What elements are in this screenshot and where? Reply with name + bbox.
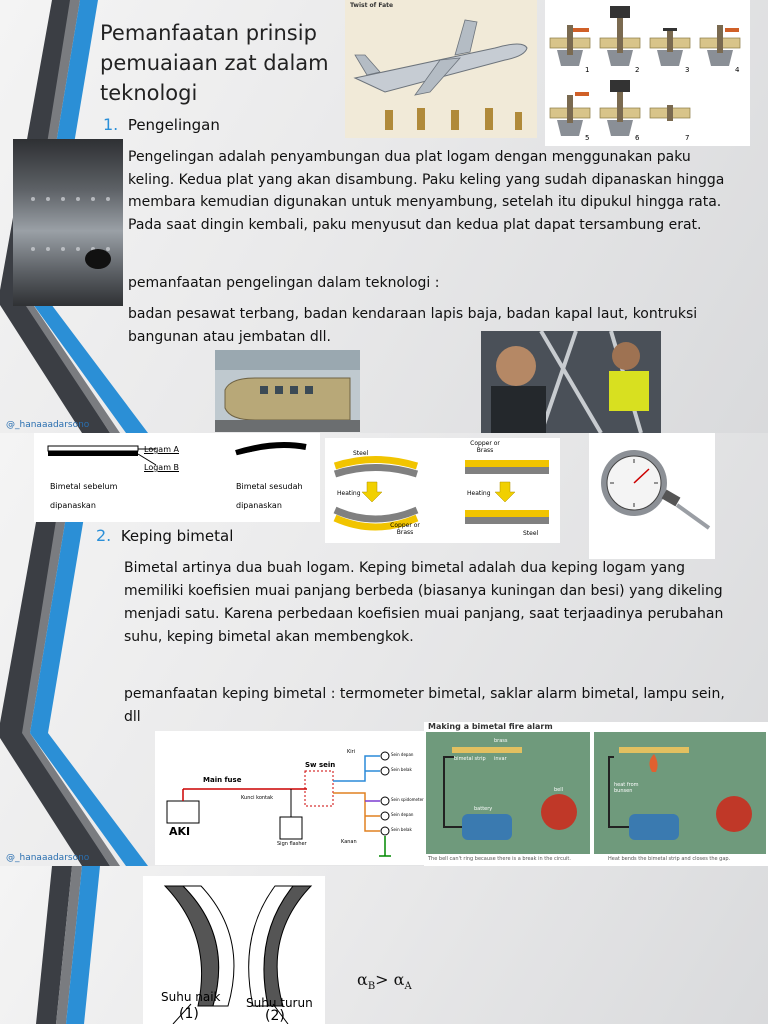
suhu-naik-label: Suhu naik <box>161 990 221 1004</box>
heating-label-1: Heating <box>337 490 361 497</box>
workers-riveting-photo <box>481 331 661 433</box>
fire-alarm-caption-right: Heat bends the bimetal strip and closes the gap. <box>608 856 731 862</box>
lamp-label-2: Sein belak <box>391 767 412 772</box>
airplane-rivet-figure <box>345 0 537 138</box>
step-5: 5 <box>585 134 590 142</box>
lamp-label-1: Sein depan <box>391 752 414 757</box>
item-1-heading <box>103 115 220 134</box>
item-2-label: Keping bimetal <box>120 527 234 545</box>
label-bell: bell <box>554 787 564 793</box>
step-3: 3 <box>685 66 690 74</box>
rivet-process-figure <box>545 0 750 146</box>
alpha-comparison-formula <box>357 970 412 992</box>
bimetal-heating-diagram <box>325 438 560 543</box>
bimetal-before-label: Bimetal sebelum dipanaskan <box>50 482 118 510</box>
bimetal-thermometer-photo <box>589 433 715 559</box>
airplane-figure-title: Twist of Fate <box>350 2 394 9</box>
heating-label-2: Heating <box>467 490 491 497</box>
step-2: 2 <box>635 66 640 74</box>
curved-bimetal-diagram <box>143 876 325 1024</box>
riveted-fuselage-photo <box>13 139 123 306</box>
item-1-label: Pengelingan <box>127 116 220 134</box>
main-fuse-label: Main fuse <box>203 776 242 784</box>
thermometer-icon <box>589 433 715 559</box>
item-2-uses-text: pemanfaatan keping bimetal : termometer bimetal, saklar alarm bimetal, lampu sein, dll <box>124 686 725 725</box>
slide-1-watermark: @_hanaaadarsono <box>6 420 90 430</box>
num-2-label: (2) <box>265 1008 285 1024</box>
airplane-icon <box>345 0 537 138</box>
item-1-uses-text: badan pesawat terbang, badan kendaraan lapis baja, badan kapal laut, kontruksi bangunan atau jembatan dll. <box>128 306 698 345</box>
formula-operator: > <box>375 970 389 989</box>
logam-a-label: Logam A <box>144 445 179 454</box>
kiri-label: Kiri <box>347 749 356 755</box>
bimetal-fire-alarm-figure <box>424 722 768 866</box>
item-1-paragraph: Pengelingan adalah penyambungan dua plat logam dengan menggunakan paku keling. Kedua plat yang akan disambung. Paku keling yang sudah dipanaskan hingga membara kemudian digunakan untuk menyambung, setelah itu dipukul hingga rata. Pada saat dingin kembali, paku menyusut dan kedua plat dapat tersambung erat. <box>128 149 725 233</box>
label-brass: brass <box>494 738 508 744</box>
slide-2-watermark: @_hanaaadarsono <box>6 853 90 863</box>
kunci-kontak-label: Kunci kontak <box>241 795 273 801</box>
num-1-label: (1) <box>179 1006 199 1022</box>
slide-1 <box>0 0 768 433</box>
item-1-uses-heading: pemanfaatan pengelingan dalam teknologi : <box>128 275 440 291</box>
formula-alpha-a: α <box>393 970 405 989</box>
item-2-number: 2. <box>96 526 112 545</box>
steel-label-2: Steel <box>523 530 539 537</box>
label-bimetal-strip: bimetal strip <box>454 756 486 762</box>
formula-alpha-b: α <box>357 970 368 989</box>
lamp-label-5: Sein belak <box>391 827 412 832</box>
slide-3 <box>0 866 768 1024</box>
kanan-label: Kanan <box>341 839 357 845</box>
rivet-steps-icon <box>545 0 750 146</box>
step-1: 1 <box>585 66 590 74</box>
label-invar: invar <box>494 756 507 762</box>
steel-label-1: Steel <box>353 450 369 457</box>
lamp-label-3: Sein spidometer <box>391 797 424 802</box>
aki-label: AKI <box>169 825 191 838</box>
turn-signal-circuit-diagram <box>155 731 425 865</box>
slide-3-stripes <box>0 866 160 1024</box>
logam-b-label: Logam B <box>144 463 180 472</box>
formula-sub-b: B <box>367 981 376 993</box>
label-heat-from-bunsen: heat from bunsen <box>614 782 639 794</box>
sw-sein-label: Sw sein <box>305 761 336 769</box>
copper-label-1: Copper or Brass <box>390 522 420 536</box>
slide-1-title: Pemanfaatan prinsip pemuaiaan zat dalam teknologi <box>100 21 329 105</box>
label-battery: battery <box>474 806 493 812</box>
item-2-heading <box>96 526 233 545</box>
suhu-turun-label: Suhu turun <box>246 996 313 1010</box>
sign-flasher-label: Sign flasher <box>277 841 307 847</box>
aircraft-hangar-photo <box>215 350 360 432</box>
bimetal-before-after-diagram <box>34 433 320 522</box>
item-2-paragraph: Bimetal artinya dua buah logam. Keping bimetal adalah dua keping logam yang memiliki koefisien muai panjang berbeda (biasanya kuningan dan besi) yang dikeling menjadi satu. Karena perbedaan koefisien muai panjang, saat terjaadinya perubahan suhu, keping bimetal akan membengkok. <box>124 560 724 645</box>
fire-alarm-title: Making a bimetal fire alarm <box>428 722 553 731</box>
slide-2 <box>0 433 768 866</box>
bimetal-after-label: Bimetal sesudah dipanaskan <box>236 482 303 510</box>
step-6: 6 <box>635 134 640 142</box>
lamp-label-4: Sein depan <box>391 812 414 817</box>
step-4: 4 <box>735 66 740 74</box>
item-1-number: 1. <box>103 115 119 134</box>
fire-alarm-caption-left: The bell can't ring because there is a break in the circuit. <box>428 856 571 862</box>
formula-sub-a: A <box>404 981 412 993</box>
step-7: 7 <box>685 134 690 142</box>
copper-label-2: Copper or Brass <box>470 440 500 454</box>
